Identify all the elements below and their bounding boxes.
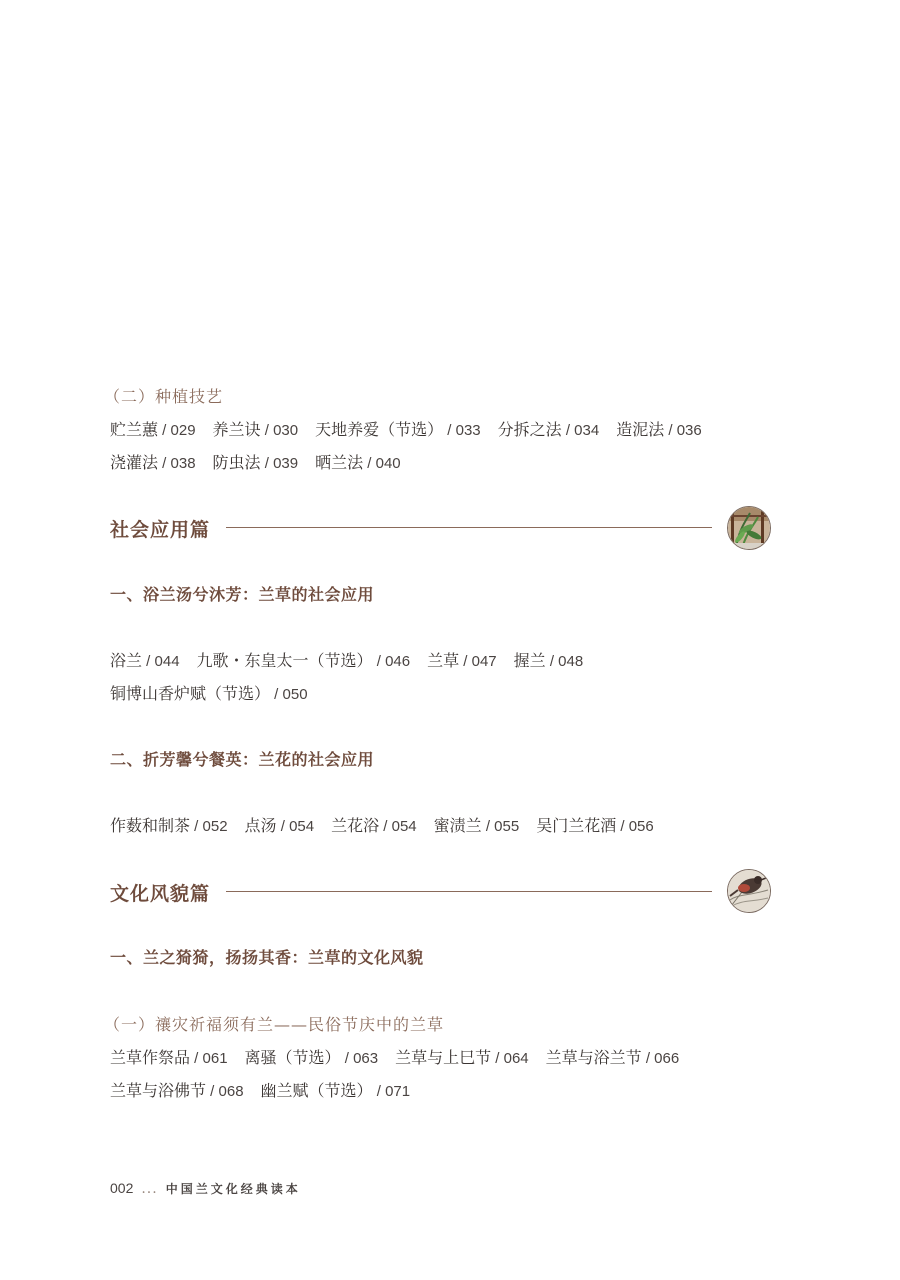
toc-entry-title: 点汤 [244, 816, 277, 835]
toc-entry-title: 握兰 [513, 651, 546, 670]
toc-entry [110, 813, 228, 836]
toc-entry [427, 648, 497, 671]
toc-entry [245, 813, 315, 836]
toc-entry-page: / 064 [491, 1050, 529, 1067]
section-divider-line [226, 891, 712, 892]
toc-entry [616, 417, 702, 440]
toc-entry-title: 兰草 [427, 651, 460, 670]
toc-entry-title: 分拆之法 [497, 420, 562, 439]
toc-entry-title: 九歌・东皇太一（节选） [196, 651, 373, 670]
toc-entry-title: 吴门兰花酒 [536, 816, 617, 835]
toc-entry-title: 兰草与浴兰节 [545, 1048, 642, 1067]
toc-entry-page: / 054 [379, 818, 417, 835]
toc-entry-title: 浇灌法 [110, 453, 159, 472]
toc-entry-title: 作薮和制茶 [110, 816, 191, 835]
chapter-title-social-1: 一、浴兰汤兮沐芳：兰草的社会应用 [110, 585, 375, 604]
toc-entry-title: 蜜渍兰 [433, 816, 482, 835]
toc-row [110, 813, 671, 836]
toc-entry-title: 浴兰 [110, 651, 143, 670]
toc-entry-page: / 068 [206, 1083, 244, 1100]
toc-entry [498, 417, 600, 440]
toc-entry-page: / 030 [260, 422, 299, 439]
toc-entry-page: / 050 [270, 686, 308, 703]
toc-entry [110, 1078, 244, 1101]
page-footer [110, 1180, 301, 1197]
toc-entry [315, 417, 481, 440]
toc-entry [536, 813, 654, 836]
toc-entry-title: 养兰诀 [212, 420, 261, 439]
section-title-social: 社会应用篇 [110, 519, 211, 541]
book-title: 中国兰文化经典读本 [165, 1182, 301, 1196]
toc-entry-title: 防虫法 [212, 453, 261, 472]
toc-entry-title: 贮兰蕙 [110, 420, 159, 439]
toc-entry [110, 450, 196, 473]
toc-entry [110, 681, 308, 704]
toc-entry [197, 648, 411, 671]
toc-entry [331, 813, 417, 836]
toc-row [110, 681, 325, 704]
toc-row [110, 1078, 427, 1101]
toc-entry [315, 450, 401, 473]
toc-entry-title: 兰草作祭品 [110, 1048, 191, 1067]
toc-row [110, 417, 719, 440]
toc-entry-page: / 048 [545, 653, 584, 670]
toc-entry-title: 铜博山香炉赋（节选） [110, 684, 271, 703]
toc-entry-page: / 034 [561, 422, 600, 439]
toc-row [110, 450, 418, 473]
toc-entry-title: 晒兰法 [315, 453, 364, 472]
toc-entry-title: 兰草与浴佛节 [110, 1081, 207, 1100]
toc-row [110, 1045, 696, 1068]
toc-entry-page: / 066 [641, 1050, 680, 1067]
toc-entry-page: / 055 [481, 818, 520, 835]
toc-entry [213, 450, 299, 473]
toc-entry-page: / 071 [372, 1083, 411, 1100]
page-number: 002 [110, 1180, 134, 1196]
bamboo-garden-medallion-image [727, 506, 771, 550]
toc-entry-page: / 046 [372, 653, 411, 670]
toc-entry [546, 1045, 680, 1068]
section-title-culture: 文化风貌篇 [110, 883, 211, 905]
toc-entry-page: / 044 [142, 653, 180, 670]
toc-entry-title: 兰草与上巳节 [395, 1048, 492, 1067]
toc-entry-page: / 056 [616, 818, 654, 835]
toc-entry-page: / 063 [340, 1050, 379, 1067]
toc-entry [514, 648, 584, 671]
toc-entry-page: / 040 [363, 455, 401, 472]
toc-entry [261, 1078, 411, 1101]
toc-entry-page: / 052 [190, 818, 228, 835]
toc-entry-page: / 038 [158, 455, 196, 472]
toc-entry-title: 天地养爱（节选） [315, 420, 444, 439]
toc-entry-page: / 054 [276, 818, 315, 835]
chapter-title-culture-1: 一、兰之猗猗，扬扬其香：兰草的文化风貌 [110, 948, 424, 967]
toc-entry [434, 813, 520, 836]
toc-entry [245, 1045, 379, 1068]
toc-entry-title: 兰花浴 [331, 816, 380, 835]
footer-dots: ... [141, 1181, 158, 1197]
subsection-heading-folk-festivals: （一）禳灾祈福须有兰——民俗节庆中的兰草 [104, 1015, 445, 1034]
subsection-heading-planting: （二）种植技艺 [104, 387, 224, 406]
toc-entry-page: / 036 [664, 422, 702, 439]
toc-entry-page: / 033 [443, 422, 481, 439]
section-divider-line [226, 527, 712, 528]
toc-entry-title: 造泥法 [616, 420, 665, 439]
chapter-title-social-2: 二、折芳馨兮餐英：兰花的社会应用 [110, 750, 375, 769]
toc-entry [110, 648, 180, 671]
toc-entry-page: / 029 [158, 422, 196, 439]
toc-entry [213, 417, 299, 440]
toc-entry [110, 1045, 228, 1068]
toc-row [110, 648, 600, 671]
toc-entry-page: / 047 [459, 653, 497, 670]
toc-entry [110, 417, 196, 440]
toc-entry-page: / 039 [260, 455, 299, 472]
toc-entry-page: / 061 [190, 1050, 228, 1067]
bird-painting-medallion-image [727, 869, 771, 913]
toc-entry-title: 幽兰赋（节选） [260, 1081, 373, 1100]
toc-entry-title: 离骚（节选） [244, 1048, 341, 1067]
toc-entry [395, 1045, 529, 1068]
